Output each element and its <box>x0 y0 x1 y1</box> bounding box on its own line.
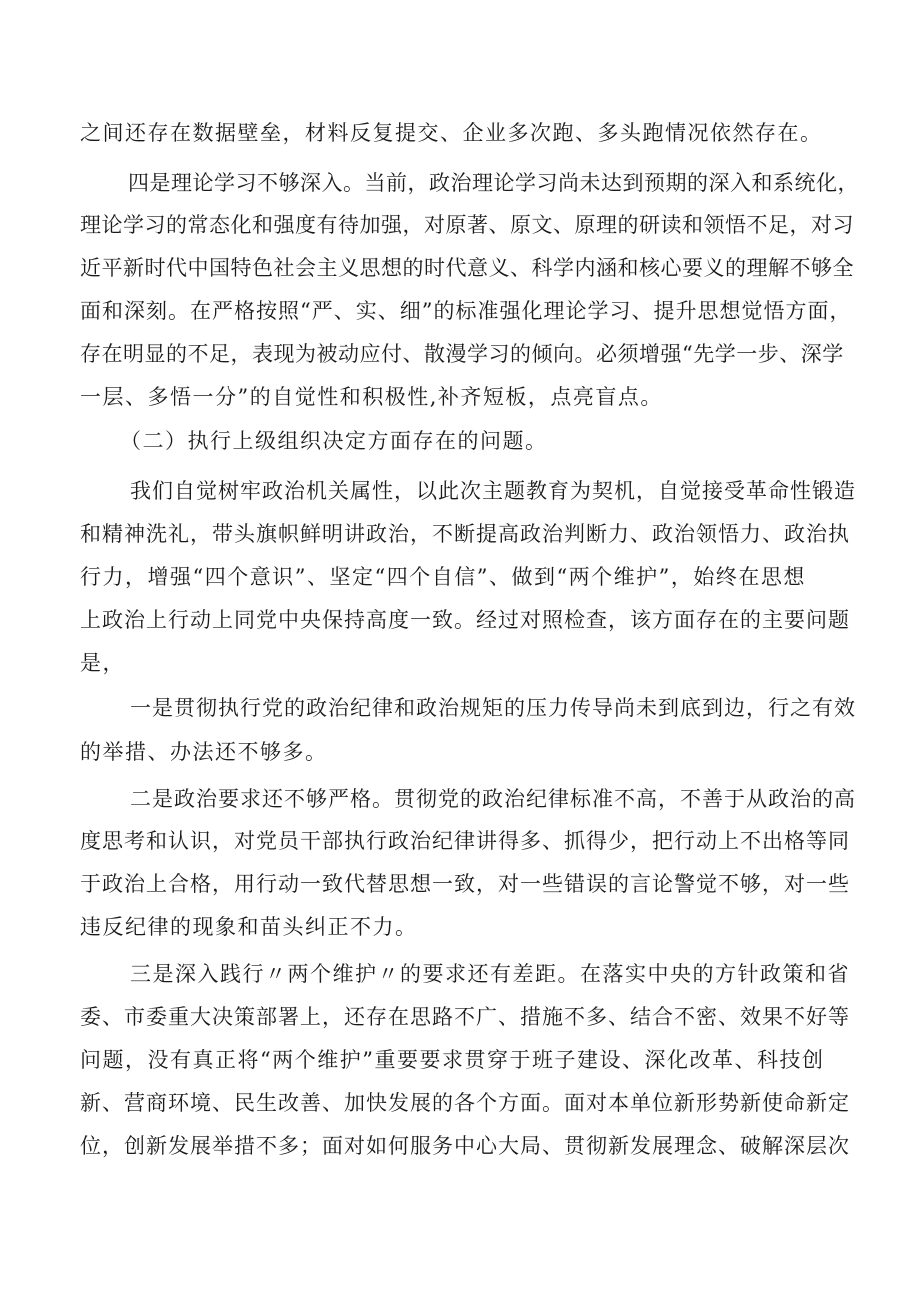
paragraph-line: 二是政治要求还不够严格。贯彻党的政治纪律标准不高，不善于从政治的高 <box>130 787 856 811</box>
paragraph-line: 委、市委重大决策部署上，还存在思路不广、措施不多、结合不密、效果不好等 <box>80 1005 850 1029</box>
paragraph-line: 问题，没有真正将“两个维护”重要要求贯穿于班子建设、深化改革、科技创 <box>80 1048 825 1072</box>
paragraph-line: 一是贯彻执行党的政治纪律和政治规矩的压力传导尚未到底到边，行之有效 <box>130 696 856 720</box>
paragraph-line: 行力，增强“四个意识”、坚定“四个自信”、做到“两个维护”，始终在思想 <box>80 565 806 589</box>
body-line: 之间还存在数据壁垒，材料反复提交、企业多次跑、多头跑情况依然存在。 <box>80 121 823 145</box>
paragraph-line: 面和深刻。在严格按照“严、实、细”的标准强化理论学习、提升思想觉悟方面， <box>80 299 852 323</box>
paragraph-line: 位，创新发展举措不多；面对如何服务中心大局、贯彻新发展理念、破解深层次 <box>80 1134 850 1158</box>
paragraph-line: 于政治上合格，用行动一致代替思想一致，对一些错误的言论警觉不够，对一些 <box>80 872 850 896</box>
paragraph-line: 我们自觉树牢政治机关属性，以此次主题教育为契机，自觉接受革命性锻造 <box>130 479 856 503</box>
paragraph-line: 度思考和认识，对党员干部执行政治纪律讲得多、抓得少，把行动上不出格等同 <box>80 829 850 853</box>
paragraph-line: 新、营商环境、民生改善、加快发展的各个方面。面对本单位新形势新使命新定 <box>80 1091 850 1115</box>
paragraph-line: 理论学习的常态化和强度有待加强，对原著、原文、原理的研读和领悟不足，对习 <box>80 213 854 237</box>
paragraph-line: 四是理论学习不够深入。当前，政治理论学习尚未达到预期的深入和系统化， <box>128 171 859 195</box>
paragraph-line: 和精神洗礼，带头旗帜鲜明讲政治，不断提高政治判断力、政治领悟力、政治执 <box>80 522 850 546</box>
paragraph-line: 违反纪律的现象和苗头纠正不力。 <box>80 915 418 939</box>
paragraph-line: 存在明显的不足，表现为被动应付、散漫学习的倾向。必须增强“先学一步、深学 <box>80 342 844 366</box>
paragraph-line: 近平新时代中国特色社会主义思想的时代意义、科学内涵和核心要义的理解不够全 <box>80 256 854 280</box>
paragraph-line: 的举措、办法还不够多。 <box>80 740 328 764</box>
paragraph-line: 三是深入践行〃两个维护〃的要求还有差距。在落实中央的方针政策和省 <box>130 962 850 986</box>
section-heading: （二）执行上级组织决定方面存在的问题。 <box>120 429 548 453</box>
paragraph-line: 上政治上行动上同党中央保持高度一致。经过对照检查，该方面存在的主要问题 <box>80 608 850 632</box>
paragraph-line: 是， <box>80 651 125 675</box>
paragraph-line: 一层、多悟一分”的自觉性和积极性,补齐短板，点亮盲点。 <box>80 385 663 409</box>
